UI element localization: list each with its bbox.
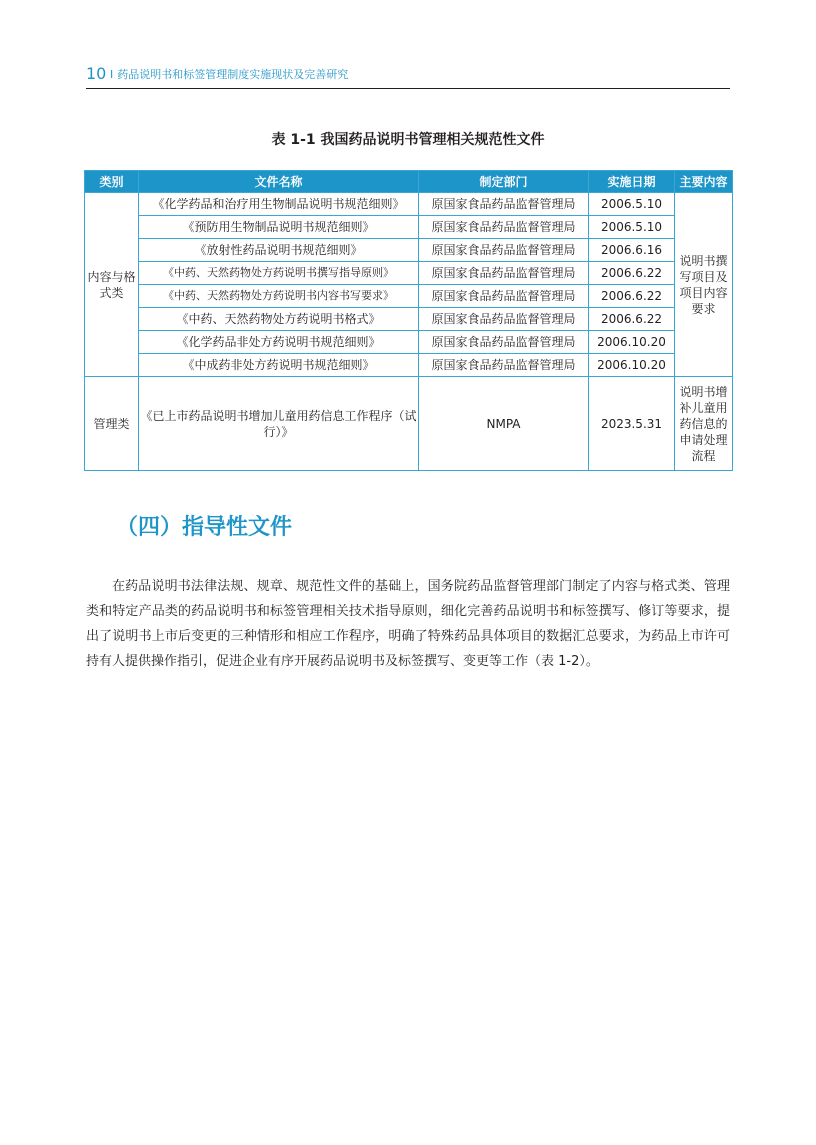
date-cell: 2006.10.20 <box>589 354 675 377</box>
date-cell: 2006.6.22 <box>589 262 675 285</box>
date-cell: 2023.5.31 <box>589 377 675 471</box>
document-name-cell: 《中药、天然药物处方药说明书格式》 <box>139 308 419 331</box>
main-content-cell: 说明书增补儿童用药信息的申请处理流程 <box>675 377 733 471</box>
department-cell: NMPA <box>419 377 589 471</box>
column-header: 主要内容 <box>675 171 733 193</box>
department-cell: 原国家食品药品监督管理局 <box>419 216 589 239</box>
running-title-text: 药品说明书和标签管理制度实施现状及完善研究 <box>117 68 349 81</box>
table-row <box>85 354 733 377</box>
document-name-cell: 《中药、天然药物处方药说明书内容书写要求》 <box>139 285 419 308</box>
document-name-cell: 《已上市药品说明书增加儿童用药信息工作程序（试行）》 <box>139 377 419 471</box>
document-name-cell: 《化学药品非处方药说明书规范细则》 <box>139 331 419 354</box>
category-cell: 内容与格式类 <box>85 193 139 377</box>
main-content-cell: 说明书撰写项目及项目内容要求 <box>675 193 733 377</box>
department-cell: 原国家食品药品监督管理局 <box>419 308 589 331</box>
table-row <box>85 262 733 285</box>
document-name-cell: 《化学药品和治疗用生物制品说明书规范细则》 <box>139 193 419 216</box>
document-name-cell: 《预防用生物制品说明书规范细则》 <box>139 216 419 239</box>
running-title <box>110 67 348 83</box>
department-cell: 原国家食品药品监督管理局 <box>419 262 589 285</box>
header-separator: I <box>110 68 114 81</box>
document-name-cell: 《放射性药品说明书规范细则》 <box>139 239 419 262</box>
body-paragraph: 在药品说明书法律法规、规章、规范性文件的基础上，国务院药品监督管理部门制定了内容与格式类、管理类和特定产品类的药品说明书和标签管理相关技术指导原则，细化完善药品说明书和标签撰写、修订等要求，提出了说明书上市后变更的三种情形和相应工作程序，明确了特殊药品具体项目的数据汇总要求，为药品上市许可持有人提供操作指引，促进企业有序开展药品说明书及标签撰写、变更等工作（表 1-2）。 <box>86 579 730 669</box>
date-cell: 2006.6.22 <box>589 285 675 308</box>
table-row <box>85 377 733 471</box>
date-cell: 2006.10.20 <box>589 331 675 354</box>
department-cell: 原国家食品药品监督管理局 <box>419 354 589 377</box>
regulation-table <box>84 170 733 471</box>
department-cell: 原国家食品药品监督管理局 <box>419 193 589 216</box>
table-row <box>85 308 733 331</box>
table-caption: 表 1-1 我国药品说明书管理相关规范性文件 <box>271 132 545 148</box>
column-header: 制定部门 <box>419 171 589 193</box>
column-header: 实施日期 <box>589 171 675 193</box>
department-cell: 原国家食品药品监督管理局 <box>419 285 589 308</box>
section-heading: （四）指导性文件 <box>116 515 293 540</box>
document-name-cell: 《中成药非处方药说明书规范细则》 <box>139 354 419 377</box>
table-row <box>85 285 733 308</box>
column-header: 文件名称 <box>139 171 419 193</box>
date-cell: 2006.5.10 <box>589 216 675 239</box>
table-header-row <box>85 171 733 193</box>
date-cell: 2006.6.16 <box>589 239 675 262</box>
department-cell: 原国家食品药品监督管理局 <box>419 331 589 354</box>
category-cell: 管理类 <box>85 377 139 471</box>
table-row <box>85 193 733 216</box>
table-row <box>85 216 733 239</box>
document-name-cell: 《中药、天然药物处方药说明书撰写指导原则》 <box>139 262 419 285</box>
date-cell: 2006.5.10 <box>589 193 675 216</box>
column-header: 类别 <box>85 171 139 193</box>
table-row <box>85 239 733 262</box>
page-header <box>86 64 730 89</box>
date-cell: 2006.6.22 <box>589 308 675 331</box>
department-cell: 原国家食品药品监督管理局 <box>419 239 589 262</box>
page-number: 10 <box>86 64 107 83</box>
table-row <box>85 331 733 354</box>
